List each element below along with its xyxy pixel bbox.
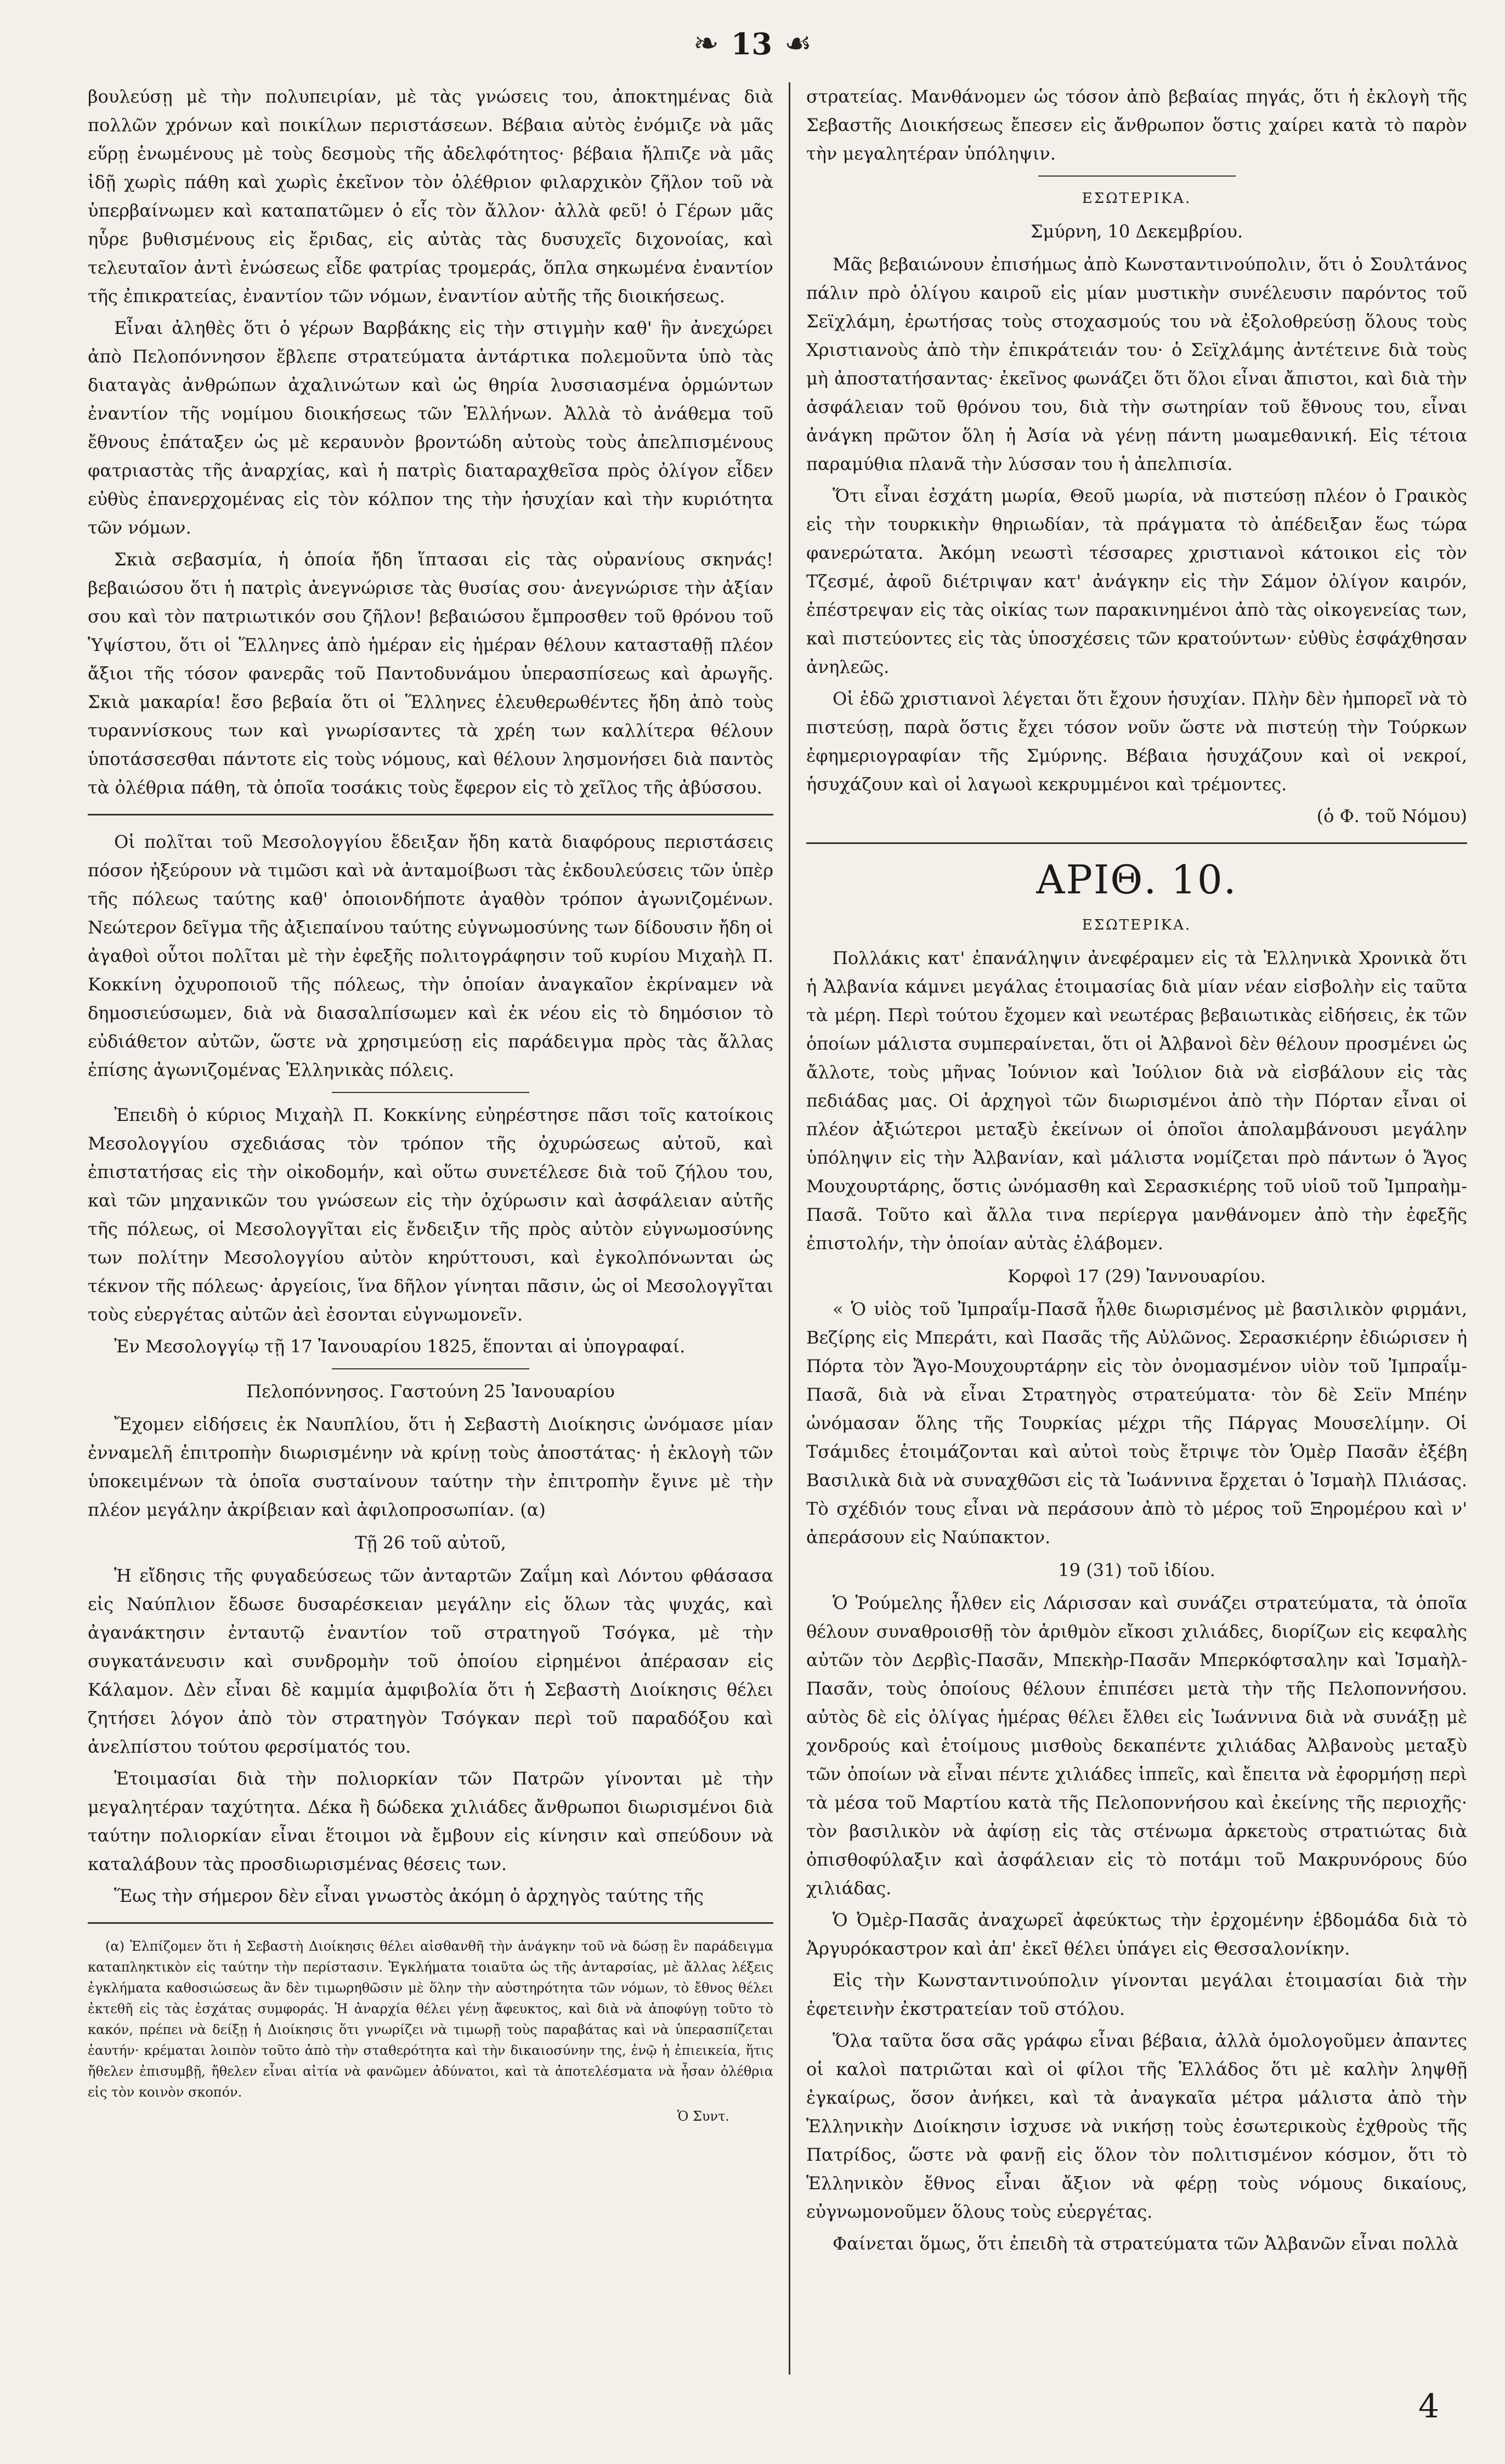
short-rule — [1038, 175, 1236, 177]
page-number: 13 — [731, 26, 772, 61]
footnote-text: (α) Ἐλπίζομεν ὅτι ἡ Σεβαστὴ Διοίκησις θέλει αἰσθανθῆ τὴν ἀνάγκην τοῦ νὰ δώσῃ ἓν παράδειγμα καταπληκτικὸν εἰς ταύτην τὴν περίστασιν. Ἐγκλήματα τοιαῦτα ὡς τῆς ἀνταρσίας, μὲ ἄλλας λέξεις ἐγκλήματα καθοσιώσεως ἂν δὲν τιμωρηθῶσιν μὲ ὅλην τὴν αὐστηρότητα τῶν νόμων, τὸ ἔθνος θέλει ἐκτεθῆ εἰς τὰς ἐσχάτας συμφοράς. Ἡ ἀναρχία θέλει γένῃ ἄφευκτος, καὶ διὰ νὰ ἀποφύγῃ τοῦτο τὸ κακόν, πρέπει νὰ δείξῃ ἡ Διοίκησις ὅτι γνωρίζει νὰ τιμωρῇ τοὺς παραβάτας καὶ νὰ ὑπερασπίζεται ἑαυτήν· κρέμαται λοιπὸν τοῦτο ἀπὸ τὴν σταθερότητα καὶ τὴν δικαιοσύνην της, ἐνῷ ἡ ἐπιεικεία, ἥτις ἤθελεν ἐπισυμβῇ, ἤθελεν εἶναι αἰτία νὰ φανῶμεν ἀδύνατοι, καὶ τὰ ἀποτελέσματα νὰ ἦσαν ὀλέθρια εἰς τὸν κοινὸν σκοπόν. — [88, 1939, 773, 2100]
dateline: 19 (31) τοῦ ἰδίου. — [1058, 1560, 1215, 1581]
paragraph: Πολλάκις κατ' ἐπανάληψιν ἀνεφέραμεν εἰς τὰ Ἑλληνικὰ Χρονικὰ ὅτι ἡ Ἀλβανία κάμνει μεγάλας ἑτοιμασίας διὰ μίαν νέαν εἰσβολὴν εἰς ταῦτα τὰ μέρη. Περὶ τούτου ἔχομεν καὶ νεωτέρας βεβαιωτικὰς εἰδήσεις, ἐκ τῶν ὁποίων μάλιστα συμπεραίνεται, ὅτι οἱ Ἀλβανοὶ δὲν θέλουν προσμένει ὡς ἄλλοτε, τοὺς μῆνας Ἰούνιον καὶ Ἰούλιον διὰ νὰ εἰσβάλουν εἰς τὰς πεδιάδας μας. Οἱ ἀρχηγοὶ τῶν διωρισμένοι ἀπὸ τὴν Πόρταν εἶναι οἱ πλέον ἀξιώτεροι μεταξὺ ἐκείνων οἱ ὁποῖοι ἀπολαμβάνουσι μεγάλην ὑπόληψιν εἰς τὴν Ἀλβανίαν, καὶ μάλιστα νομίζεται πρὸ πάντων ὁ Ἄγος Μουχουρτάρης, ὅστις ὠνόμασθη καὶ Σερασκιέρης τοῦ υἱοῦ τοῦ Ἰμπραὴμ-Πασᾶ. Τοῦτο καὶ ἄλλα τινα περίεργα μανθάνομεν ἀπὸ τὴν ἐφεξῆς ἐπιστολήν, τὴν ὁποίαν αὐτὰς ἐλάβομεν. — [806, 948, 1467, 1254]
dateline: Σμύρνη, 10 Δεκεμβρίου. — [1030, 221, 1243, 242]
page-header — [0, 22, 1505, 66]
paragraph: Ἐν Μεσολογγίῳ τῇ 17 Ἰανουαρίου 1825, ἕπονται αἱ ὑπογραφαί. — [114, 1336, 686, 1357]
paragraph: Εἰς τὴν Κωνσταντινούπολιν γίνονται μεγάλαι ἑτοιμασίαι διὰ τὴν ἐφετεινὴν ἐκστρατείαν τοῦ στόλου. — [806, 1970, 1467, 2019]
paragraph: στρατείας. Μανθάνομεν ὡς τόσον ἀπὸ βεβαίας πηγάς, ὅτι ἡ ἐκλογὴ τῆς Σεβαστῆς Διοικήσεως ἔπεσεν εἰς ἄνθρωπον ὅστις χαίρει κατὰ τὸ παρὸν τὴν μεγαλητέραν ὑπόληψιν. — [806, 86, 1467, 164]
paragraph: Ὅλα ταῦτα ὅσα σᾶς γράφω εἶναι βέβαια, ἀλλὰ ὁμολογοῦμεν ἀπαντες οἱ καλοὶ πατριῶται καὶ οἱ φίλοι τῆς Ἑλλάδος ὅτι μὲ καλὴν ληψθῇ ἐγκαίρως, ὅσον ἀνήκει, καὶ τὰ ἀναγκαῖα μέτρα μάλιστα ἀπὸ τὴν Ἑλληνικὴν Διοίκησιν ἰσχυσε νὰ νικήσῃ τοὺς ἐσωτερικοὺς ἐχθροὺς τῆς Πατρίδος, ὥστε νὰ φανῇ εἰς ὅλον τὸν πολιτισμένον κόσμον, ὅτι τὸ Ἑλληνικὸν ἔθνος εἶναι ἄξιον νὰ φέρῃ τοὺς νόμους δικαίους, εὐγνωμονοῦμεν ὅλους τοὺς εὐεργέτας. — [806, 2030, 1467, 2222]
right-ornament-icon: ☙ — [784, 26, 812, 61]
left-column — [88, 82, 773, 2130]
paragraph: Ἔχομεν εἰδήσεις ἐκ Ναυπλίου, ὅτι ἡ Σεβαστὴ Διοίκησις ὠνόμασε μίαν ἐνναμελῆ ἐπιτροπὴν διωρισμένην νὰ κρίνῃ τοὺς ἀποστάτας· ἡ ἐκλογὴ τῶν ὑποκειμένων τὰ ὁποῖα συσταίνουν ταύτην τὴν ἐπιτροπὴν ἔγινε μὲ τὴν πλέον μεγάλην ἀκρίβειαν καὶ ἀφιλοπροσωπίαν. (α) — [88, 1414, 773, 1520]
section-heading: ΕΣΩΤΕΡΙΚΑ. — [1082, 190, 1192, 207]
dateline: Τῇ 26 τοῦ αὐτοῦ, — [355, 1532, 506, 1553]
paragraph: Φαίνεται ὅμως, ὅτι ἐπειδὴ τὰ στρατεύματα τῶν Ἀλβανῶν εἶναι πολλὰ — [833, 2233, 1459, 2254]
source-signature: (ὁ Φ. τοῦ Νόμου) — [1316, 806, 1467, 826]
signature-mark: 4 — [1418, 2387, 1439, 2426]
paragraph: Ἐπειδὴ ὁ κύριος Μιχαὴλ Π. Κοκκίνης εὐηρέστησε πᾶσι τοῖς κατοίκοις Μεσολογγίου σχεδιάσας τὸν τρόπον τῆς ὀχυρώσεως αὐτοῦ, καὶ ἐπιστατήσας εἰς τὴν οἰκοδομήν, καὶ οὕτω συνετέλεσε διὰ τοῦ ζήλου του, καὶ τῶν μηχανικῶν του γνώσεων εἰς τὴν ὀχύρωσιν καὶ ἀσφάλειαν αὐτῆς τῆς πόλεως, οἱ Μεσολογγῖται εἰς ἔνδειξιν τῆς πρὸς αὐτὸν εὐγνωμοσύνης των πολίτην Μεσολογγίου αὐτὸν κηρύττουσι, καὶ ἐγκολπόνωνται ὡς τέκνον τῆς πόλεως· ἀργείοις, ἵνα δῆλον γίνηται πᾶσιν, ὡς οἱ Μεσολογγῖται τοὺς εὐεργέτας αὐτῶν ἀεὶ ἐσονται εὐγνωμονεῖν. — [88, 1104, 773, 1325]
paragraph: Ἕως τὴν σήμερον δὲν εἶναι γνωστὸς ἀκόμη ὁ ἀρχηγὸς ταύτης τῆς — [114, 1885, 704, 1906]
paragraph: Εἶναι ἀληθὲς ὅτι ὁ γέρων Βαρβάκης εἰς τὴν στιγμὴν καθ' ἣν ἀνεχώρει ἀπὸ Πελοπόννησον ἔβλεπε στρατεύματα ἀντάρτικα πολεμοῦντα ὑπὸ τὰς διαταγὰς ἀνθρώπων ἀχαλινώτων καὶ ὡς θηρία λυσσιασμένα ὁρμώντων ἐναντίον τῆς νομίμου διοικήσεως τῶν Ἑλλήνων. Ἀλλὰ τὸ ἀνάθεμα τοῦ ἔθνους ἐπάταξεν ὡς μὲ κεραυνὸν βροντώδη αὐτοὺς τοὺς ἀπελπισμένους φατριαστὰς τῆς ἀναρχίας, καὶ ἡ πατρὶς διαταραχθεῖσα πρὸς ὀλίγον εἶδεν εὐθὺς ἐπανερχομένας εἰς τὸν κόλπον της τὴν ἡσυχίαν καὶ τὴν κυριότητα τῶν νόμων. — [88, 318, 773, 538]
paragraph: Οἱ ἐδῶ χριστιανοὶ λέγεται ὅτι ἔχουν ἡσυχίαν. Πλὴν δὲν ἠμπορεῖ νὰ τὸ πιστεύσῃ, παρὰ ὅστις ἔχει τόσον νοῦν ὥστε νὰ πιστεύῃ τὴν Τούρκων ἐφημεριογραφίαν τῆς Σμύρνης. Βέβαια ἡσυχάζουν καὶ οἱ νεκροί, ἡσυχάζουν καὶ οἱ λαγωοὶ κεκρυμμένοι καὶ τρέμοντες. — [806, 688, 1467, 795]
short-rule — [332, 1092, 529, 1093]
paragraph: Ὅτι εἶναι ἐσχάτη μωρία, Θεοῦ μωρία, νὰ πιστεύσῃ πλέον ὁ Γραικὸς εἰς τὴν τουρκικὴν θηριωδίαν, τὰ πράγματα τὸ ἀπέδειξαν ἕως τώρα φανερώτατα. Ἀκόμη νεωστὶ τέσσαρες χριστιανοὶ κάτοικοι εἰς τὸν Τζεσμέ, ἀφοῦ διέτριψαν κατ' ἀνάγκην εἰς τὴν Σάμον ὀλίγον καιρόν, ἐπέστρεψαν εἰς τὰς οἰκίας των παρακινημένοι ἀπὸ τὰς οἰκογενείας των, καὶ πιστεύοντες εἰς τὰς ὑποσχέσεις τῶν κρατούντων· εὐθὺς ἐσφάχθησαν ἀνηλεῶς. — [806, 485, 1467, 677]
paragraph: Ὁ Ὀμὲρ-Πασᾶς ἀναχωρεῖ ἀφεύκτως τὴν ἐρχομένην ἑβδομάδα διὰ τὸ Ἀργυρόκαστρον καὶ ἀπ' ἐκεῖ θέλει ὑπάγει εἰς Θεσσαλονίκην. — [806, 1910, 1467, 1959]
section-rule — [88, 814, 773, 815]
paragraph: « Ὁ υἱὸς τοῦ Ἰμπραΐμ-Πασᾶ ἦλθε διωρισμένος μὲ βασιλικὸν φιρμάνι, Βεζίρης εἰς Μπεράτι, καὶ Πασᾶς τῆς Αὐλῶνος. Σερασκιέρην ἐδιώρισεν ἡ Πόρτα τὸν Ἄγο-Μουχουρτάρην εἰς τὸν ὀνομασμένον υἱὸν τοῦ Ἰμπραΐμ-Πασᾶ, διὰ νὰ εἶναι Στρατηγὸς στρατεύματα· τὸν δὲ Σεϊν Μπέην ὠνόμασαν ὅλης τῆς Τουρκίας μέχρι τῆς Πάργας Μουσελίμην. Οἱ Τσάμιδες ἑτοιμάζονται καὶ αὐτοὶ τοὺς ἔτριψε τὸν Ὁμὲρ Πασᾶν ἐξέβη Βασιλικὰ διὰ νὰ συναχθῶσι εἰς τὰ Ἰωάννινα ἔρχεται ὁ Ἰσμαὴλ Πλιάσας. Τὸ σχέδιόν τους εἶναι νὰ περάσουν ἀπὸ τὸ μέρος τοῦ Ξηρομέρου καὶ ν' ἀπεράσουν εἰς Ναύπακτον. — [806, 1299, 1467, 1548]
short-rule — [332, 1368, 529, 1369]
paragraph: Ἑτοιμασίαι διὰ τὴν πολιορκίαν τῶν Πατρῶν γίνονται μὲ τὴν μεγαλητέραν ταχύτητα. Δέκα ἢ δώδεκα χιλιάδες ἄνθρωποι διωρισμένοι διὰ ταύτην πολιορκίαν εἶναι ἕτοιμοι νὰ ἔμβουν εἰς κίνησιν καὶ σπεύδουν νὰ καταλάβουν τὰς προσδιωρισμένας θέσεις των. — [88, 1768, 773, 1874]
footnote-signature: Ὁ Συντ. — [677, 2109, 729, 2124]
footnote — [88, 1936, 773, 2127]
left-ornament-icon: ❧ — [693, 26, 719, 61]
section-heading: ΕΣΩΤΕΡΙΚΑ. — [1082, 917, 1192, 933]
footnote-rule — [88, 1922, 773, 1924]
paragraph: βουλεύσῃ μὲ τὴν πολυπειρίαν, μὲ τὰς γνώσεις του, ἀποκτημένας διὰ πολλῶν χρόνων καὶ ποικίλων περιστάσεων. Βέβαια αὐτὸς ἐνόμιζε νὰ μᾶς εὕρῃ ἑνωμένους μὲ τοὺς δεσμοὺς τῆς ἀδελφότητος· βέβαια ἤλπιζε νὰ μᾶς ἰδῇ χωρὶς πάθη καὶ χωρὶς ἐκεῖνον τὸν ὀλέθριον φιλαρχικὸν ζῆλον τοῦ νὰ ὑπερβαίνωμεν καὶ καταπατῶμεν ὁ εἷς τὸν ἄλλον· ἀλλὰ φεῦ! ὁ Γέρων μᾶς ηὗρε βυθισμένους εἰς ἔριδας, εἰς αὐτὰς τὰς δυσυχεῖς διχονοίας, καὶ τελευταῖον ἀντὶ ἑνώσεως εἶδε φατρίας τρομεράς, ὅπλα σηκωμένα ἐναντίον τῆς ἐπικρατείας, ἐναντίον τῶν νόμων, ἐναντίον αὐτῆς τῆς διοικήσεως. — [88, 86, 773, 307]
paragraph: Μᾶς βεβαιώνουν ἐπισήμως ἀπὸ Κωνσταντινούπολιν, ὅτι ὁ Σουλτάνος πάλιν πρὸ ὀλίγου καιροῦ εἰς μίαν μυστικὴν συνέλευσιν παρόντος τοῦ Σεϊχλάμη, ἐρωτήσας τοὺς στοχασμούς του νὰ ἐξολοθρεύσῃ ὅλους τοὺς Χριστιανοὺς ἀπὸ τὴν ἐπικράτειάν του· ὁ Σεϊχλάμης ἀντέτεινε διὰ τοὺς μὴ ἀποστατήσαντας· ἐκεῖνος φωνάζει ὅτι ὅλοι εἶναι ἄπιστοι, καὶ διὰ τὴν ἀσφάλειαν τοῦ θρόνου του, διὰ τὴν σωτηρίαν τοῦ ἔθνους του, εἶναι ἀνάγκη πρῶτον ὅλη ἡ Ἀσία νὰ γένῃ πάντη μωαμεθανική. Εἰς τέτοια παραμύθια πλανᾶ τὴν λύσσαν του ἡ ἀπελπισία. — [806, 254, 1467, 474]
paragraph: Σκιὰ σεβασμία, ἡ ὁποία ἤδη ἵπτασαι εἰς τὰς οὐρανίους σκηνάς! βεβαιώσου ὅτι ἡ πατρὶς ἀνεγνώρισε τὰς θυσίας σου· ἀνεγνώρισε τὴν ἀξίαν σου καὶ τὸν πατριωτικόν σου ζῆλον! βεβαιώσου ἔμπροσθεν τοῦ θρόνου τοῦ Ὑψίστου, ὅτι οἱ Ἕλληνες ἀπὸ ἡμέραν εἰς ἡμέραν θέλουν κατασταθῇ πλέον ἄξιοι τῆς τόσον φανερᾶς τοῦ Παντοδυνάμου ὑπερασπίσεως καὶ ἀρωγῆς. Σκιὰ μακαρία! ἔσο βεβαία ὅτι οἱ Ἕλληνες ἐλευθερωθέντες ἤδη ἀπὸ τοὺς τυραννίσκους των καὶ γνωρίσαντες τὰ χρέη των καλλίτερα θέλουν ὑποτάσσεσθαι πάντοτε εἰς τοὺς νόμους, καὶ θέλουν λησμονήσει διὰ παντὸς τὰ ὀλέθρια πάθη, τὰ ὁποῖα τοσάκις τοὺς ἔφερον εἰς τὸ χεῖλος τῆς ἀβύσσου. — [88, 549, 773, 798]
dateline: Πελοπόννησος. Γαστούνη 25 Ἰανουαρίου — [246, 1381, 615, 1402]
issue-number-heading: ΑΡΙΘ. 10. — [1036, 857, 1237, 903]
right-column — [806, 82, 1467, 2261]
paragraph: Ἡ εἴδησις τῆς φυγαδεύσεως τῶν ἀνταρτῶν Ζαΐμη καὶ Λόντου φθάσασα εἰς Ναύπλιον ἔδωσε δυσαρέσκειαν μεγάλην εἰς ὅλων τὰς ψυχάς, καὶ ἀγανάκτησιν ἐνταυτῷ ἐναντίον τοῦ στρατηγοῦ Τσόγκα, μὲ τὴν συγκατάνευσιν καὶ συνδρομὴν τοῦ ὁποίου εἰρημένοι ἀπέρασαν εἰς Κάλαμον. Δὲν εἶναι δὲ καμμία ἀμφιβολία ὅτι ἡ Σεβαστὴ Διοίκησις θέλει ζητήσει λόγον ἀπὸ τὸν στρατηγὸν Τσόγκαν περὶ τοῦ παραδόξου καὶ ἀνελπίστου τούτου φερσίματός του. — [88, 1565, 773, 1757]
dateline: Κορφοὶ 17 (29) Ἰαννουαρίου. — [1008, 1266, 1266, 1287]
paragraph: Ὁ Ῥούμελης ἦλθεν εἰς Λάρισσαν καὶ συνάζει στρατεύματα, τὰ ὁποῖα θέλουν συναθροισθῇ τὸν ἀριθμὸν εἴκοσι χιλιάδες, διορίζων εἰς κεφαλὴς αὐτῶν τὸν Δερβὶς-Πασᾶν, Μπεκὴρ-Πασᾶν Μπερκόφτσαλην καὶ Ἰσμαὴλ-Πασᾶν, τοὺς ὁποίους θέλουν ἐπιπέσει μετὰ τὴν τῆς Πελοποννήσου. αὐτὸς δὲ εἰς ὀλίγας ἡμέρας θέλει ἔλθει εἰς Ἰωάννινα διὰ νὰ συνάξῃ μὲ χονδρούς καὶ ἑτοίμους μισθοὺς δεκαπέντε χιλιάδας Ἀλβανοὺς μεταξὺ τῶν ὁποίων νὰ εἶναι πέντε χιλιάδες ἱππεῖς, καὶ ἔπειτα νὰ ἐφορμήσῃ περὶ τὰ μέσα τοῦ Μαρτίου κατὰ τῆς Πελοποννήσου καὶ ἐκείνης τῆς περιοχῆς· τὸν βασιλικὸν νὰ ἀφίσῃ εἰς τὰς στένωμα ἀρκετοὺς στρατιώτας διὰ ὀπισθοφύλαξιν καὶ ἀσφάλειαν εἰς τὸ ποτάμι τοῦ Μακρυνόρους δύο χιλιάδας. — [806, 1593, 1467, 1899]
paragraph: Οἱ πολῖται τοῦ Μεσολογγίου ἔδειξαν ἤδη κατὰ διαφόρους περιστάσεις πόσον ἠξεύρουν νὰ τιμῶσι καὶ νὰ ἀνταμοίβωσι τὰς ἐκδουλεύσεις τῶν ὑπὲρ τῆς πόλεως ταύτης καθ' ὁποιονδήποτε ἀγαθὸν τρόπον ἀγωνιζομένων. Νεώτερον δεῖγμα τῆς ἀξιεπαίνου ταύτης εὐγνωμοσύνης των δίδουσιν ἤδη οἱ ἀγαθοὶ οὗτοι πολῖται μὲ τὴν ἐφεξῆς πολιτογράφησιν τοῦ κυρίου Μιχαὴλ Π. Κοκκίνη ὀχυροποιοῦ τῆς πόλεως, τὴν ὁποίαν ἀναγκαῖον ἐκρίναμεν νὰ δημοσιεύσωμεν, διὰ νὰ διασαλπίσωμεν καὶ ἐκ νέου εἰς τὸ δημόσιον τὸ εὐδιάθετον αὐτῶν, ὥστε νὰ χρησιμεύσῃ εἰς παράδειγμα πρὸς τὰς ἄλλας ἐπίσης ἀγωνιζομένας Ἑλληνικὰς πόλεις. — [88, 831, 773, 1080]
column-divider — [789, 82, 790, 2375]
section-rule — [806, 842, 1467, 844]
